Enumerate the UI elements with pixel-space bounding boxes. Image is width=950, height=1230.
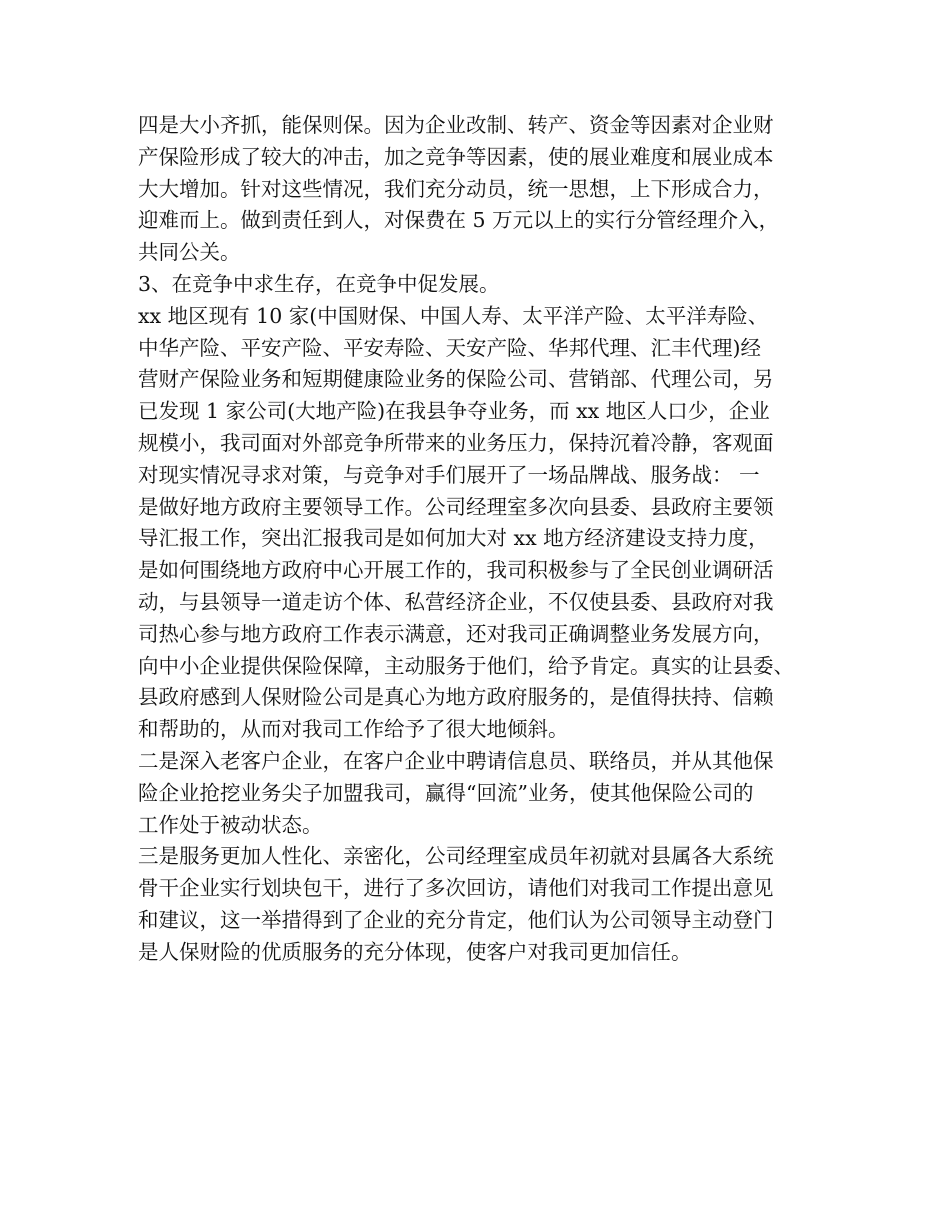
text-line: 和帮助的，从而对我司工作给予了很大地倾斜。 xyxy=(138,717,569,742)
text-line: 大大增加。针对这些情况，我们充分动员，统一思想，上下形成合力， xyxy=(138,176,774,201)
text-line: 营财产保险业务和短期健康险业务的保险公司、营销部、代理公司，另 xyxy=(138,367,774,392)
text-line: 共同公关。 xyxy=(138,240,241,265)
text-line: 二是深入老客户企业，在客户企业中聘请信息员、联络员，并从其他保 xyxy=(138,748,774,773)
text-line: 是如何围绕地方政府中心开展工作的，我司积极参与了全民创业调研活 xyxy=(138,558,774,583)
text-line: 和建议，这一举措得到了企业的充分肯定，他们认为公司领导主动登门 xyxy=(138,907,774,932)
text-line: 四是大小齐抓，能保则保。因为企业改制、转产、资金等因素对企业财 xyxy=(138,113,774,137)
text-line: 规模小，我司面对外部竞争所带来的业务压力，保持沉着冷静，客观面 xyxy=(138,430,774,455)
text-line: 骨干企业实行划块包干，进行了多次回访，请他们对我司工作提出意见 xyxy=(138,876,774,901)
text-line: 对现实情况寻求对策，与竞争对手们展开了一场品牌战、服务战： 一 xyxy=(138,462,760,487)
text-line: 向中小企业提供保险保障，主动服务于他们，给予肯定。真实的让县委、 xyxy=(138,653,794,678)
text-line: 县政府感到人保财险公司是真心为地方政府服务的，是值得扶持、信赖 xyxy=(138,685,774,710)
text-line: 已发现 1 家公司(大地产险)在我县争夺业务，而 xx 地区人口少，企业 xyxy=(138,399,770,424)
text-line: 工作处于被动状态。 xyxy=(138,812,323,837)
text-line: 险企业抢挖业务尖子加盟我司，赢得“回流”业务，使其他保险公司的 xyxy=(138,780,754,805)
text-line: 是人保财险的优质服务的充分体现，使客户对我司更加信任。 xyxy=(138,939,692,964)
text-line: xx 地区现有 10 家(中国财保、中国人寿、太平洋产险、太平洋寿险、 xyxy=(138,303,769,328)
text-line: 动，与县领导一道走访个体、私营经济企业，不仅使县委、县政府对我 xyxy=(138,589,774,614)
document-body xyxy=(138,110,828,969)
text-line: 司热心参与地方政府工作表示满意，还对我司正确调整业务发展方向， xyxy=(138,621,774,646)
text-line: 三是服务更加人性化、亲密化，公司经理室成员年初就对县属各大系统 xyxy=(138,844,774,869)
text-line: 中华产险、平安产险、平安寿险、天安产险、华邦代理、汇丰代理)经 xyxy=(138,335,761,360)
text-line: 是做好地方政府主要领导工作。公司经理室多次向县委、县政府主要领 xyxy=(138,494,774,519)
text-line: 导汇报工作，突出汇报我司是如何加大对 xx 地方经济建设支持力度， xyxy=(138,526,769,551)
section-heading: 3、在竞争中求生存，在竞争中促发展。 xyxy=(138,271,500,296)
text-line: 产保险形成了较大的冲击，加之竞争等因素，使的展业难度和展业成本 xyxy=(138,144,774,169)
text-line: 迎难而上。做到责任到人，对保费在 5 万元以上的实行分管经理介入， xyxy=(138,208,780,233)
